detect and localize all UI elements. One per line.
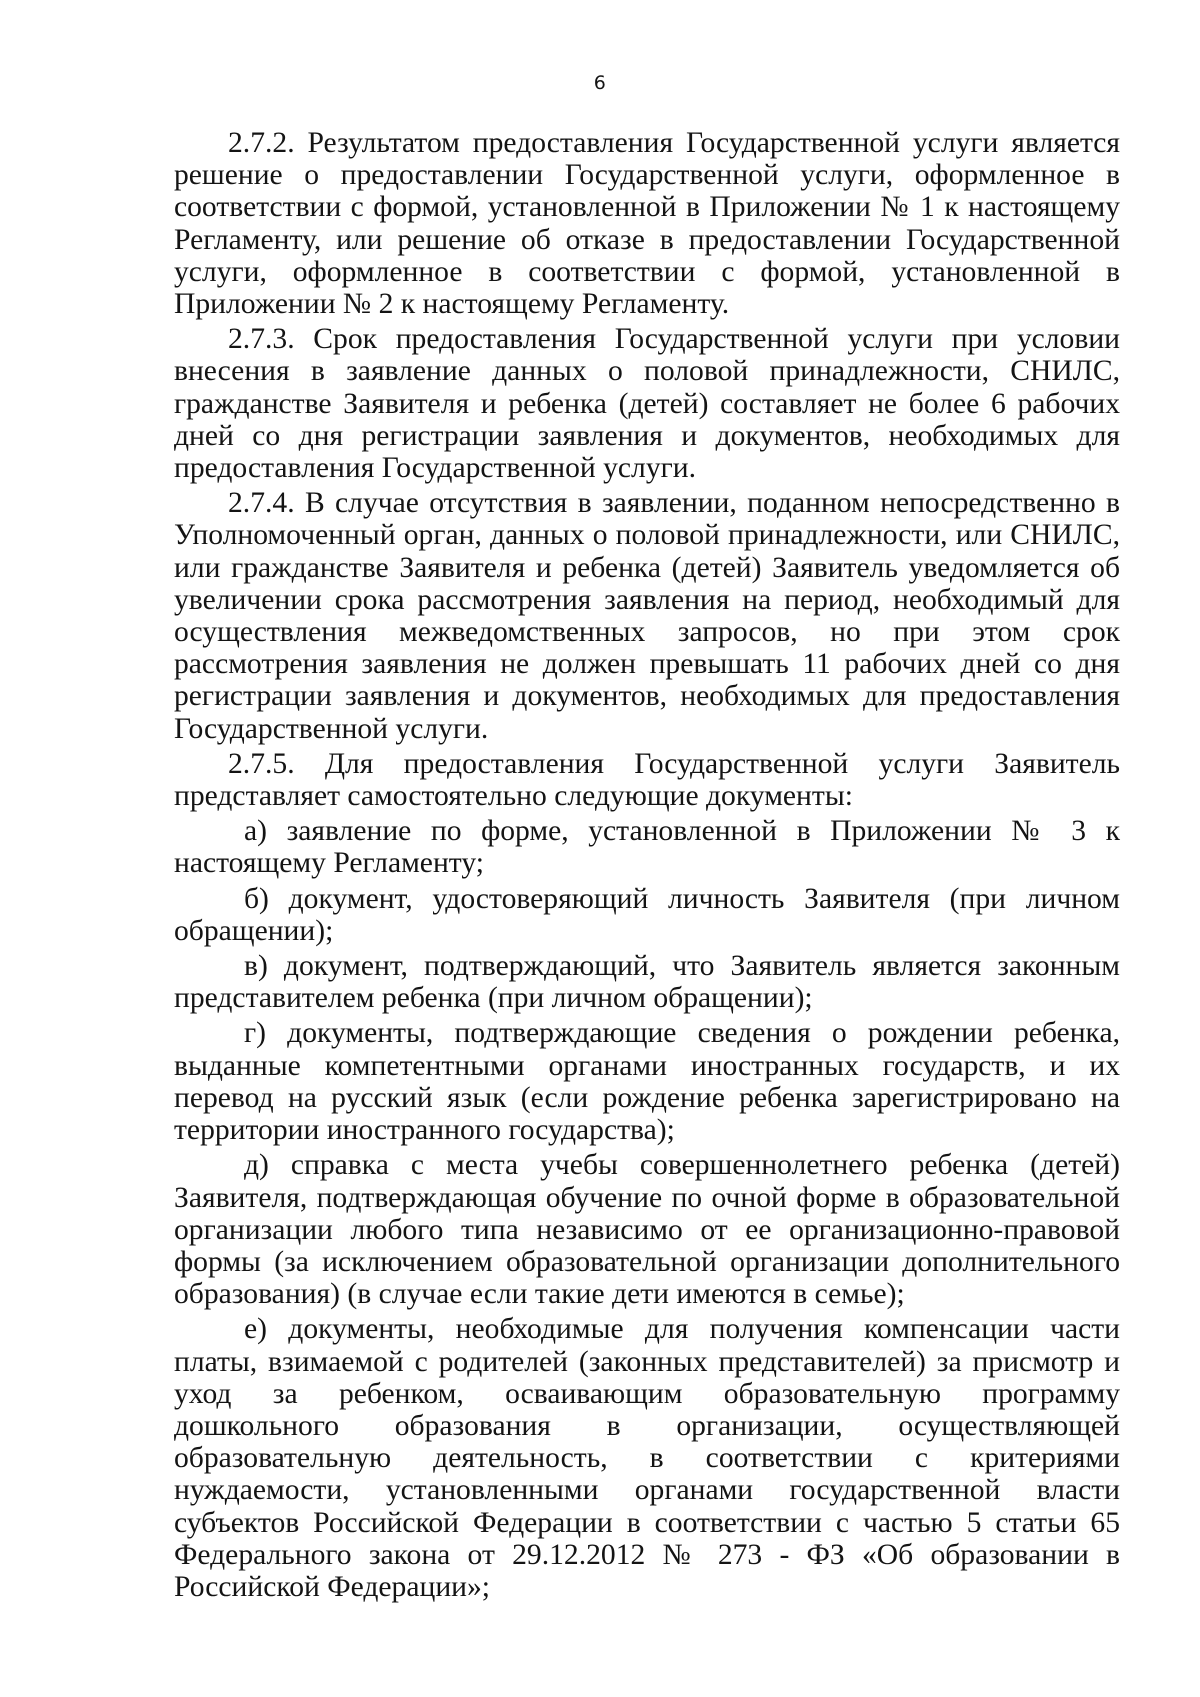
list-item-e: е) документы, необходимые для получения компенсации части платы, взимаемой с родителей (законных представителей) за присмотр и уход за ребенком, осваивающим образовательную программу дошкольного образования в организации, осуществляющей образовательную деятельность, в соответствии с критериями нуждаемости, установленными органами государственной власти субъектов Российской Федерации в соответствии с частью 5 статьи 65 Федерального закона от 29.12.2012 № 273 - ФЗ «Об образовании в Российской Федерации»; xyxy=(174,1313,1120,1603)
list-item-a: а) заявление по форме, установленной в Приложении № 3 к настоящему Регламенту; xyxy=(174,815,1120,880)
paragraph-2-7-4: 2.7.4. В случае отсутствия в заявлении, поданном непосредственно в Уполномоченный орган, данных о половой принадлежности, или СНИЛС, или гражданстве Заявителя и ребенка (детей) Заявитель уведомляется об увеличении срока рассмотрения заявления на период, необходимый для осуществления межведомственных запросов, но при этом срок рассмотрения заявления не должен превышать 11 рабочих дней со дня регистрации заявления и документов, необходимых для предоставления Государственной услуги. xyxy=(174,487,1120,745)
paragraph-2-7-3: 2.7.3. Срок предоставления Государственной услуги при условии внесения в заявление данных о половой принадлежности, СНИЛС, гражданстве Заявителя и ребенка (детей) составляет не более 6 рабочих дней со дня регистрации заявления и документов, необходимых для предоставления Государственной услуги. xyxy=(174,323,1120,485)
list-item-d: д) справка с места учебы совершеннолетнего ребенка (детей) Заявителя, подтверждающая обучение по очной форме в образовательной организации любого типа независимо от ее организационно-правовой формы (за исключением образовательной организации дополнительного образования) (в случае если такие дети имеются в семье); xyxy=(174,1149,1120,1311)
page-number: 6 xyxy=(593,72,607,94)
list-item-v: в) документ, подтверждающий, что Заявитель является законным представителем ребенка (при личном обращении); xyxy=(174,950,1120,1015)
document-body xyxy=(174,127,1120,1603)
list-item-b: б) документ, удостоверяющий личность Заявителя (при личном обращении); xyxy=(174,882,1120,947)
list-item-g: г) документы, подтверждающие сведения о рождении ребенка, выданные компетентными органами иностранных государств, и их перевод на русский язык (если рождение ребенка зарегистрировано на территории иностранного государства); xyxy=(174,1017,1120,1147)
paragraph-2-7-5: 2.7.5. Для предоставления Государственной услуги Заявитель представляет самостоятельно следующие документы: xyxy=(174,747,1120,813)
paragraph-2-7-2: 2.7.2. Результатом предоставления Государственной услуги является решение о предоставлении Государственной услуги, оформленное в соответствии с формой, установленной в Приложении № 1 к настоящему Регламенту, или решение об отказе в предоставлении Государственной услуги, оформленное в соответствии с формой, установленной в Приложении № 2 к настоящему Регламенту. xyxy=(174,127,1120,321)
